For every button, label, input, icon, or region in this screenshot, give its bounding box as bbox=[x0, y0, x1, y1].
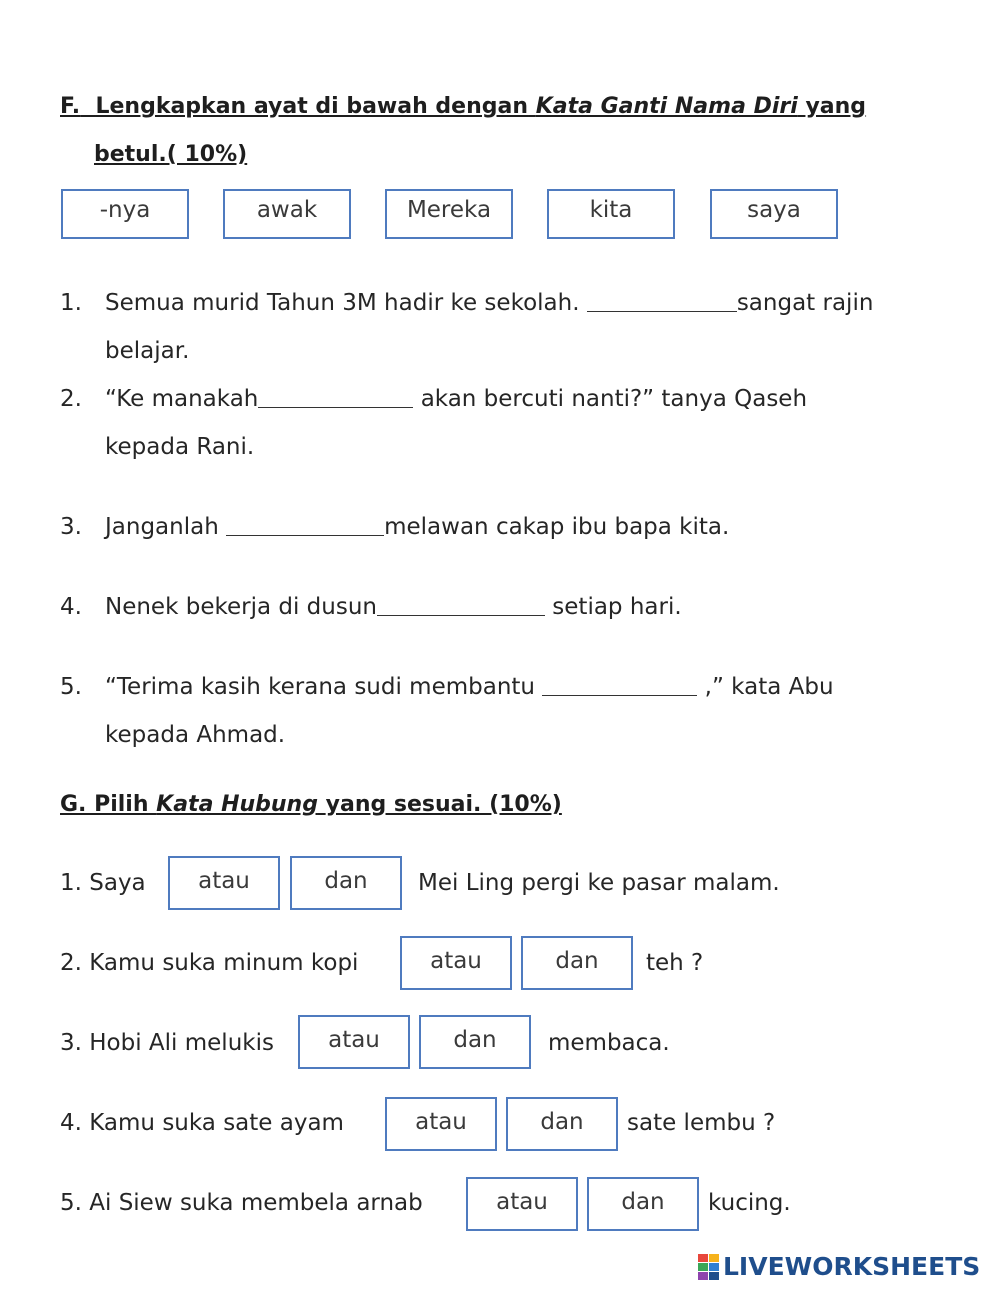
section-f-heading-line2: betul.( 10%) bbox=[94, 142, 248, 167]
g-item-3-prefix: 3. Hobi Ali melukis bbox=[60, 1030, 274, 1056]
f-item-2-blank[interactable] bbox=[258, 406, 413, 408]
g-item-5-suffix: kucing. bbox=[708, 1190, 791, 1216]
f-item-2-sentence bbox=[105, 386, 807, 412]
section-f-title-b: yang bbox=[805, 94, 867, 119]
f-item-1-sentence bbox=[105, 290, 873, 316]
f-item-1-number: 1. bbox=[60, 290, 82, 316]
g-item-3-option-dan[interactable]: dan bbox=[419, 1015, 531, 1069]
f-item-3-blank[interactable] bbox=[226, 534, 384, 536]
g-item-4-option-atau[interactable]: atau bbox=[385, 1097, 497, 1151]
g-item-4-suffix: sate lembu ? bbox=[627, 1110, 776, 1136]
f-item-5-number: 5. bbox=[60, 674, 82, 700]
f-item-4-sentence bbox=[105, 594, 682, 620]
f-item-5-blank[interactable] bbox=[542, 694, 697, 696]
g-item-2-option-dan[interactable]: dan bbox=[521, 936, 633, 990]
g-item-4-prefix: 4. Kamu suka sate ayam bbox=[60, 1110, 344, 1136]
section-g-title-italic: Kata Hubung bbox=[156, 792, 318, 817]
section-f-label: F. bbox=[60, 94, 81, 119]
word-bank-item-saya[interactable]: saya bbox=[710, 189, 838, 239]
g-item-3-option-atau[interactable]: atau bbox=[298, 1015, 410, 1069]
f-item-1-blank[interactable] bbox=[587, 310, 737, 312]
f-item-4-number: 4. bbox=[60, 594, 82, 620]
f-item-5-sentence bbox=[105, 674, 834, 700]
f-item-3-number: 3. bbox=[60, 514, 82, 540]
section-g-title-a: G. Pilih bbox=[60, 792, 149, 817]
g-item-1-option-atau[interactable]: atau bbox=[168, 856, 280, 910]
logo-text: LIVEWORKSHEETS bbox=[723, 1252, 981, 1281]
f-item-5-line2: kepada Ahmad. bbox=[105, 722, 286, 748]
f-item-1-line2: belajar. bbox=[105, 338, 190, 364]
g-item-3-suffix: membaca. bbox=[548, 1030, 670, 1056]
f-item-5-after: ,” kata Abu bbox=[704, 674, 834, 700]
g-item-5-option-dan[interactable]: dan bbox=[587, 1177, 699, 1231]
section-g-title-b: yang sesuai. (10%) bbox=[325, 792, 562, 817]
f-item-1-before: Semua murid Tahun 3M hadir ke sekolah. bbox=[105, 290, 580, 316]
logo-squares-icon bbox=[698, 1254, 719, 1280]
g-item-1-option-dan[interactable]: dan bbox=[290, 856, 402, 910]
section-f-title-italic: Kata Ganti Nama Diri bbox=[535, 94, 798, 119]
f-item-2-line2: kepada Rani. bbox=[105, 434, 255, 460]
word-bank-item-mereka[interactable]: Mereka bbox=[385, 189, 513, 239]
f-item-5-before: “Terima kasih kerana sudi membantu bbox=[105, 674, 536, 700]
f-item-3-before: Janganlah bbox=[105, 514, 219, 540]
g-item-5-option-atau[interactable]: atau bbox=[466, 1177, 578, 1231]
section-f-title-a: Lengkapkan ayat di bawah dengan bbox=[95, 94, 529, 119]
f-item-3-sentence bbox=[105, 514, 729, 540]
f-item-2-before: “Ke manakah bbox=[105, 386, 259, 412]
g-item-4-option-dan[interactable]: dan bbox=[506, 1097, 618, 1151]
word-bank-item-kita[interactable]: kita bbox=[547, 189, 675, 239]
section-f-heading bbox=[60, 94, 866, 119]
liveworksheets-logo bbox=[698, 1252, 980, 1281]
f-item-3-after: melawan cakap ibu bapa kita. bbox=[384, 514, 730, 540]
word-bank-item-nya[interactable]: -nya bbox=[61, 189, 189, 239]
f-item-4-blank[interactable] bbox=[377, 614, 545, 616]
section-g-heading bbox=[60, 792, 562, 817]
g-item-1-suffix: Mei Ling pergi ke pasar malam. bbox=[418, 870, 780, 896]
g-item-2-prefix: 2. Kamu suka minum kopi bbox=[60, 950, 359, 976]
f-item-1-after: sangat rajin bbox=[736, 290, 874, 316]
word-bank-item-awak[interactable]: awak bbox=[223, 189, 351, 239]
f-item-2-number: 2. bbox=[60, 386, 82, 412]
f-item-4-after: setiap hari. bbox=[552, 594, 682, 620]
g-item-2-option-atau[interactable]: atau bbox=[400, 936, 512, 990]
g-item-1-prefix: 1. Saya bbox=[60, 870, 146, 896]
f-item-4-before: Nenek bekerja di dusun bbox=[105, 594, 377, 620]
f-item-2-after: akan bercuti nanti?” tanya Qaseh bbox=[420, 386, 808, 412]
g-item-5-prefix: 5. Ai Siew suka membela arnab bbox=[60, 1190, 423, 1216]
g-item-2-suffix: teh ? bbox=[646, 950, 704, 976]
